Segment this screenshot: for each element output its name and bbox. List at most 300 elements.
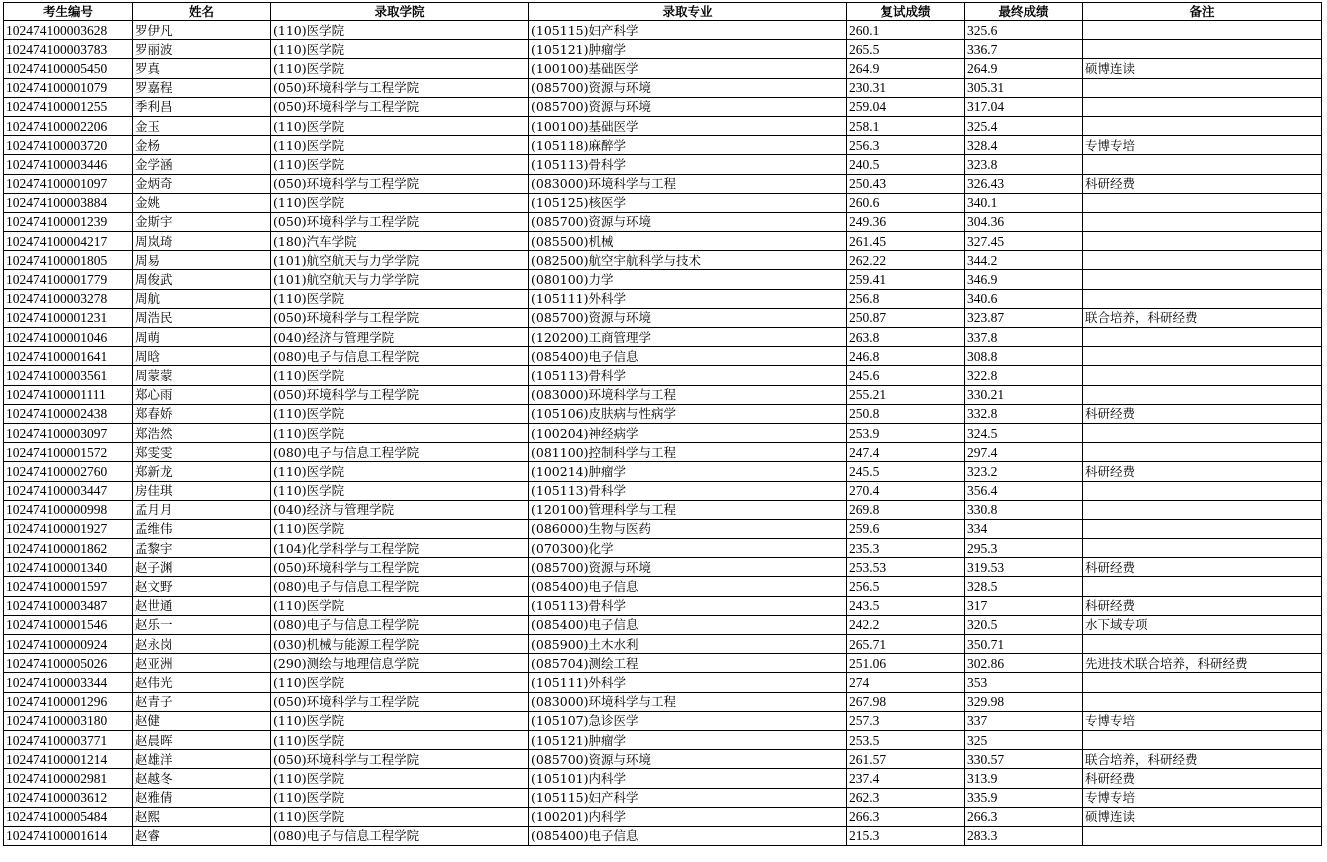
college-cell: (104)化学科学与工程学院 [271, 539, 529, 558]
retest-score-cell: 259.41 [847, 270, 965, 289]
college-cell: (110)医学院 [271, 366, 529, 385]
remark-cell [1083, 826, 1322, 845]
college-cell: (080)电子与信息工程学院 [271, 577, 529, 596]
college-cell: (050)环境科学与工程学院 [271, 97, 529, 116]
name-cell: 郑新龙 [133, 462, 271, 481]
name-cell: 赵雄洋 [133, 750, 271, 769]
remark-cell: 专博专培 [1083, 136, 1322, 155]
name-cell: 赵青子 [133, 692, 271, 711]
name-cell: 赵乐一 [133, 615, 271, 634]
retest-score-cell: 256.8 [847, 289, 965, 308]
candidate-id-cell: 102474100001111 [4, 385, 133, 404]
retest-score-cell: 253.53 [847, 558, 965, 577]
remark-cell [1083, 423, 1322, 442]
college-cell: (050)环境科学与工程学院 [271, 174, 529, 193]
name-cell: 金姚 [133, 193, 271, 212]
candidate-id-cell: 102474100003884 [4, 193, 133, 212]
name-cell: 郑浩然 [133, 423, 271, 442]
college-cell: (110)医学院 [271, 711, 529, 730]
candidate-id-cell: 102474100003344 [4, 673, 133, 692]
retest-score-cell: 215.3 [847, 826, 965, 845]
remark-cell [1083, 232, 1322, 251]
final-score-cell: 346.9 [965, 270, 1083, 289]
final-score-cell: 337.8 [965, 328, 1083, 347]
retest-score-cell: 253.9 [847, 423, 965, 442]
name-cell: 郑雯雯 [133, 443, 271, 462]
final-score-cell: 295.3 [965, 539, 1083, 558]
college-cell: (080)电子与信息工程学院 [271, 443, 529, 462]
table-row [4, 212, 1322, 231]
retest-score-cell: 250.8 [847, 404, 965, 423]
college-cell: (050)环境科学与工程学院 [271, 308, 529, 327]
table-row [4, 251, 1322, 270]
name-cell: 周易 [133, 251, 271, 270]
name-cell: 赵伟光 [133, 673, 271, 692]
candidate-id-cell: 102474100003447 [4, 481, 133, 500]
major-cell: (082500)航空宇航科学与技术 [529, 251, 847, 270]
major-cell: (120200)工商管理学 [529, 328, 847, 347]
final-score-cell: 337 [965, 711, 1083, 730]
college-cell: (110)医学院 [271, 481, 529, 500]
retest-score-cell: 245.6 [847, 366, 965, 385]
remark-cell [1083, 443, 1322, 462]
major-cell: (083000)环境科学与工程 [529, 692, 847, 711]
final-score-cell: 313.9 [965, 769, 1083, 788]
candidate-id-cell: 102474100003487 [4, 596, 133, 615]
major-cell: (085700)资源与环境 [529, 558, 847, 577]
table-row [4, 519, 1322, 538]
candidate-id-cell: 102474100001862 [4, 539, 133, 558]
table-row [4, 443, 1322, 462]
retest-score-cell: 265.5 [847, 40, 965, 59]
remark-cell [1083, 97, 1322, 116]
table-row [4, 21, 1322, 40]
retest-score-cell: 256.3 [847, 136, 965, 155]
final-score-cell: 340.6 [965, 289, 1083, 308]
final-score-cell: 325.4 [965, 116, 1083, 135]
major-cell: (100100)基础医学 [529, 116, 847, 135]
remark-cell [1083, 577, 1322, 596]
candidate-id-cell: 102474100002981 [4, 769, 133, 788]
college-cell: (050)环境科学与工程学院 [271, 750, 529, 769]
remark-cell [1083, 347, 1322, 366]
header-candidate-id: 考生编号 [4, 3, 133, 21]
remark-cell [1083, 251, 1322, 270]
major-cell: (105106)皮肤病与性病学 [529, 404, 847, 423]
college-cell: (110)医学院 [271, 673, 529, 692]
final-score-cell: 324.5 [965, 423, 1083, 442]
final-score-cell: 323.8 [965, 155, 1083, 174]
name-cell: 赵晨晖 [133, 730, 271, 749]
table-row [4, 78, 1322, 97]
college-cell: (110)医学院 [271, 116, 529, 135]
college-cell: (080)电子与信息工程学院 [271, 347, 529, 366]
major-cell: (086000)生物与医药 [529, 519, 847, 538]
candidate-id-cell: 102474100001231 [4, 308, 133, 327]
final-score-cell: 330.57 [965, 750, 1083, 769]
final-score-cell: 328.5 [965, 577, 1083, 596]
retest-score-cell: 259.6 [847, 519, 965, 538]
remark-cell [1083, 385, 1322, 404]
table-row [4, 174, 1322, 193]
retest-score-cell: 265.71 [847, 635, 965, 654]
candidate-id-cell: 102474100001214 [4, 750, 133, 769]
final-score-cell: 330.8 [965, 500, 1083, 519]
remark-cell [1083, 289, 1322, 308]
final-score-cell: 264.9 [965, 59, 1083, 78]
candidate-id-cell: 102474100005450 [4, 59, 133, 78]
college-cell: (110)医学院 [271, 404, 529, 423]
candidate-id-cell: 102474100000998 [4, 500, 133, 519]
college-cell: (030)机械与能源工程学院 [271, 635, 529, 654]
major-cell: (083000)环境科学与工程 [529, 385, 847, 404]
major-cell: (100214)肿瘤学 [529, 462, 847, 481]
name-cell: 孟维伟 [133, 519, 271, 538]
header-retest-score: 复试成绩 [847, 3, 965, 21]
major-cell: (080100)力学 [529, 270, 847, 289]
table-row [4, 347, 1322, 366]
remark-cell: 科研经费 [1083, 558, 1322, 577]
name-cell: 周萌 [133, 328, 271, 347]
major-cell: (085704)测绘工程 [529, 654, 847, 673]
name-cell: 赵熙 [133, 807, 271, 826]
candidate-id-cell: 102474100003446 [4, 155, 133, 174]
retest-score-cell: 259.04 [847, 97, 965, 116]
candidate-id-cell: 102474100002760 [4, 462, 133, 481]
candidate-id-cell: 102474100001046 [4, 328, 133, 347]
name-cell: 赵亚洲 [133, 654, 271, 673]
major-cell: (105121)肿瘤学 [529, 730, 847, 749]
candidate-id-cell: 102474100001927 [4, 519, 133, 538]
candidate-id-cell: 102474100001296 [4, 692, 133, 711]
name-cell: 赵永岗 [133, 635, 271, 654]
candidate-id-cell: 102474100001641 [4, 347, 133, 366]
major-cell: (085400)电子信息 [529, 577, 847, 596]
name-cell: 周俊武 [133, 270, 271, 289]
college-cell: (101)航空航天与力学学院 [271, 251, 529, 270]
remark-cell: 硕博连读 [1083, 59, 1322, 78]
college-cell: (050)环境科学与工程学院 [271, 385, 529, 404]
college-cell: (110)医学院 [271, 40, 529, 59]
final-score-cell: 329.98 [965, 692, 1083, 711]
college-cell: (101)航空航天与力学学院 [271, 270, 529, 289]
candidate-id-cell: 102474100003278 [4, 289, 133, 308]
table-row [4, 654, 1322, 673]
retest-score-cell: 235.3 [847, 539, 965, 558]
name-cell: 赵文野 [133, 577, 271, 596]
final-score-cell: 304.36 [965, 212, 1083, 231]
table-row [4, 750, 1322, 769]
major-cell: (105111)外科学 [529, 289, 847, 308]
remark-cell [1083, 155, 1322, 174]
major-cell: (105115)妇产科学 [529, 788, 847, 807]
final-score-cell: 266.3 [965, 807, 1083, 826]
major-cell: (105115)妇产科学 [529, 21, 847, 40]
table-header-row [4, 3, 1322, 21]
retest-score-cell: 243.5 [847, 596, 965, 615]
candidate-id-cell: 102474100001079 [4, 78, 133, 97]
remark-cell: 科研经费 [1083, 404, 1322, 423]
candidate-id-cell: 102474100003771 [4, 730, 133, 749]
name-cell: 罗真 [133, 59, 271, 78]
candidate-id-cell: 102474100000924 [4, 635, 133, 654]
table-row [4, 328, 1322, 347]
remark-cell [1083, 730, 1322, 749]
major-cell: (105113)骨科学 [529, 481, 847, 500]
retest-score-cell: 246.8 [847, 347, 965, 366]
major-cell: (081100)控制科学与工程 [529, 443, 847, 462]
college-cell: (110)医学院 [271, 59, 529, 78]
final-score-cell: 356.4 [965, 481, 1083, 500]
table-row [4, 270, 1322, 289]
name-cell: 赵子渊 [133, 558, 271, 577]
final-score-cell: 332.8 [965, 404, 1083, 423]
table-row [4, 558, 1322, 577]
remark-cell: 科研经费 [1083, 174, 1322, 193]
table-row [4, 615, 1322, 634]
name-cell: 金玉 [133, 116, 271, 135]
major-cell: (085500)机械 [529, 232, 847, 251]
final-score-cell: 305.31 [965, 78, 1083, 97]
college-cell: (110)医学院 [271, 730, 529, 749]
remark-cell [1083, 78, 1322, 97]
table-row [4, 635, 1322, 654]
name-cell: 孟黎宇 [133, 539, 271, 558]
remark-cell: 硕博连读 [1083, 807, 1322, 826]
table-row [4, 289, 1322, 308]
major-cell: (105121)肿瘤学 [529, 40, 847, 59]
remark-cell [1083, 539, 1322, 558]
table-row [4, 711, 1322, 730]
retest-score-cell: 262.3 [847, 788, 965, 807]
major-cell: (100201)内科学 [529, 807, 847, 826]
name-cell: 金炳奇 [133, 174, 271, 193]
remark-cell: 水下域专项 [1083, 615, 1322, 634]
table-row [4, 539, 1322, 558]
final-score-cell: 317 [965, 596, 1083, 615]
admission-list-sheet [3, 2, 1322, 846]
remark-cell [1083, 366, 1322, 385]
remark-cell: 专博专培 [1083, 788, 1322, 807]
final-score-cell: 336.7 [965, 40, 1083, 59]
college-cell: (110)医学院 [271, 519, 529, 538]
remark-cell [1083, 481, 1322, 500]
college-cell: (110)医学院 [271, 423, 529, 442]
final-score-cell: 328.4 [965, 136, 1083, 155]
final-score-cell: 353 [965, 673, 1083, 692]
candidate-id-cell: 102474100001255 [4, 97, 133, 116]
table-row [4, 40, 1322, 59]
college-cell: (050)环境科学与工程学院 [271, 692, 529, 711]
college-cell: (110)医学院 [271, 596, 529, 615]
final-score-cell: 283.3 [965, 826, 1083, 845]
table-row [4, 462, 1322, 481]
name-cell: 周岚琦 [133, 232, 271, 251]
retest-score-cell: 250.43 [847, 174, 965, 193]
college-cell: (050)环境科学与工程学院 [271, 212, 529, 231]
remark-cell [1083, 40, 1322, 59]
name-cell: 周浩民 [133, 308, 271, 327]
name-cell: 罗嘉程 [133, 78, 271, 97]
major-cell: (070300)化学 [529, 539, 847, 558]
remark-cell [1083, 500, 1322, 519]
header-name: 姓名 [133, 3, 271, 21]
final-score-cell: 323.87 [965, 308, 1083, 327]
retest-score-cell: 250.87 [847, 308, 965, 327]
final-score-cell: 297.4 [965, 443, 1083, 462]
major-cell: (120100)管理科学与工程 [529, 500, 847, 519]
table-row [4, 308, 1322, 327]
name-cell: 周晗 [133, 347, 271, 366]
name-cell: 郑春娇 [133, 404, 271, 423]
college-cell: (110)医学院 [271, 136, 529, 155]
final-score-cell: 325 [965, 730, 1083, 749]
table-row [4, 116, 1322, 135]
retest-score-cell: 257.3 [847, 711, 965, 730]
name-cell: 赵雅倩 [133, 788, 271, 807]
retest-score-cell: 262.22 [847, 251, 965, 270]
college-cell: (110)医学院 [271, 21, 529, 40]
retest-score-cell: 274 [847, 673, 965, 692]
table-row [4, 97, 1322, 116]
remark-cell [1083, 692, 1322, 711]
remark-cell: 联合培养，科研经费 [1083, 308, 1322, 327]
table-row [4, 788, 1322, 807]
college-cell: (290)测绘与地理信息学院 [271, 654, 529, 673]
college-cell: (080)电子与信息工程学院 [271, 826, 529, 845]
name-cell: 金学涵 [133, 155, 271, 174]
table-row [4, 155, 1322, 174]
retest-score-cell: 249.36 [847, 212, 965, 231]
name-cell: 金斯宇 [133, 212, 271, 231]
candidate-id-cell: 102474100003783 [4, 40, 133, 59]
retest-score-cell: 237.4 [847, 769, 965, 788]
name-cell: 郑心雨 [133, 385, 271, 404]
candidate-id-cell: 102474100001546 [4, 615, 133, 634]
major-cell: (085900)土木水利 [529, 635, 847, 654]
candidate-id-cell: 102474100001097 [4, 174, 133, 193]
name-cell: 罗伊凡 [133, 21, 271, 40]
major-cell: (100100)基础医学 [529, 59, 847, 78]
candidate-id-cell: 102474100003561 [4, 366, 133, 385]
remark-cell [1083, 193, 1322, 212]
table-row [4, 481, 1322, 500]
major-cell: (085700)资源与环境 [529, 97, 847, 116]
final-score-cell: 344.2 [965, 251, 1083, 270]
retest-score-cell: 264.9 [847, 59, 965, 78]
major-cell: (085400)电子信息 [529, 347, 847, 366]
final-score-cell: 323.2 [965, 462, 1083, 481]
table-row [4, 730, 1322, 749]
candidate-id-cell: 102474100003180 [4, 711, 133, 730]
major-cell: (105101)内科学 [529, 769, 847, 788]
name-cell: 赵睿 [133, 826, 271, 845]
table-row [4, 807, 1322, 826]
remark-cell [1083, 328, 1322, 347]
remark-cell [1083, 635, 1322, 654]
college-cell: (040)经济与管理学院 [271, 500, 529, 519]
remark-cell [1083, 519, 1322, 538]
remark-cell [1083, 212, 1322, 231]
candidate-id-cell: 102474100001239 [4, 212, 133, 231]
table-row [4, 59, 1322, 78]
retest-score-cell: 245.5 [847, 462, 965, 481]
candidate-id-cell: 102474100002438 [4, 404, 133, 423]
college-cell: (110)医学院 [271, 462, 529, 481]
retest-score-cell: 253.5 [847, 730, 965, 749]
major-cell: (100204)神经病学 [529, 423, 847, 442]
college-cell: (110)医学院 [271, 289, 529, 308]
retest-score-cell: 270.4 [847, 481, 965, 500]
admission-table [3, 2, 1322, 846]
final-score-cell: 326.43 [965, 174, 1083, 193]
candidate-id-cell: 102474100002206 [4, 116, 133, 135]
retest-score-cell: 269.8 [847, 500, 965, 519]
final-score-cell: 317.04 [965, 97, 1083, 116]
candidate-id-cell: 102474100005484 [4, 807, 133, 826]
candidate-id-cell: 102474100001340 [4, 558, 133, 577]
candidate-id-cell: 102474100001805 [4, 251, 133, 270]
table-row [4, 232, 1322, 251]
name-cell: 房佳琪 [133, 481, 271, 500]
table-row [4, 577, 1322, 596]
college-cell: (110)医学院 [271, 807, 529, 826]
final-score-cell: 308.8 [965, 347, 1083, 366]
major-cell: (105107)急诊医学 [529, 711, 847, 730]
college-cell: (110)医学院 [271, 769, 529, 788]
table-row [4, 136, 1322, 155]
major-cell: (085700)资源与环境 [529, 750, 847, 769]
remark-cell: 科研经费 [1083, 769, 1322, 788]
name-cell: 罗丽波 [133, 40, 271, 59]
candidate-id-cell: 102474100001572 [4, 443, 133, 462]
table-row [4, 769, 1322, 788]
final-score-cell: 302.86 [965, 654, 1083, 673]
major-cell: (085400)电子信息 [529, 826, 847, 845]
major-cell: (085700)资源与环境 [529, 308, 847, 327]
candidate-id-cell: 102474100003720 [4, 136, 133, 155]
remark-cell: 联合培养，科研经费 [1083, 750, 1322, 769]
name-cell: 孟月月 [133, 500, 271, 519]
final-score-cell: 320.5 [965, 615, 1083, 634]
name-cell: 赵越冬 [133, 769, 271, 788]
final-score-cell: 327.45 [965, 232, 1083, 251]
candidate-id-cell: 102474100003612 [4, 788, 133, 807]
name-cell: 周蒙蒙 [133, 366, 271, 385]
header-final-score: 最终成绩 [965, 3, 1083, 21]
remark-cell [1083, 673, 1322, 692]
college-cell: (050)环境科学与工程学院 [271, 558, 529, 577]
college-cell: (040)经济与管理学院 [271, 328, 529, 347]
remark-cell [1083, 116, 1322, 135]
name-cell: 金杨 [133, 136, 271, 155]
major-cell: (105113)骨科学 [529, 366, 847, 385]
table-row [4, 826, 1322, 845]
candidate-id-cell: 102474100005026 [4, 654, 133, 673]
candidate-id-cell: 102474100001597 [4, 577, 133, 596]
table-row [4, 366, 1322, 385]
retest-score-cell: 263.8 [847, 328, 965, 347]
candidate-id-cell: 102474100004217 [4, 232, 133, 251]
remark-cell: 科研经费 [1083, 596, 1322, 615]
retest-score-cell: 256.5 [847, 577, 965, 596]
college-cell: (180)汽车学院 [271, 232, 529, 251]
major-cell: (085700)资源与环境 [529, 212, 847, 231]
table-row [4, 193, 1322, 212]
remark-cell: 科研经费 [1083, 462, 1322, 481]
major-cell: (105118)麻醉学 [529, 136, 847, 155]
remark-cell: 先进技术联合培养，科研经费 [1083, 654, 1322, 673]
